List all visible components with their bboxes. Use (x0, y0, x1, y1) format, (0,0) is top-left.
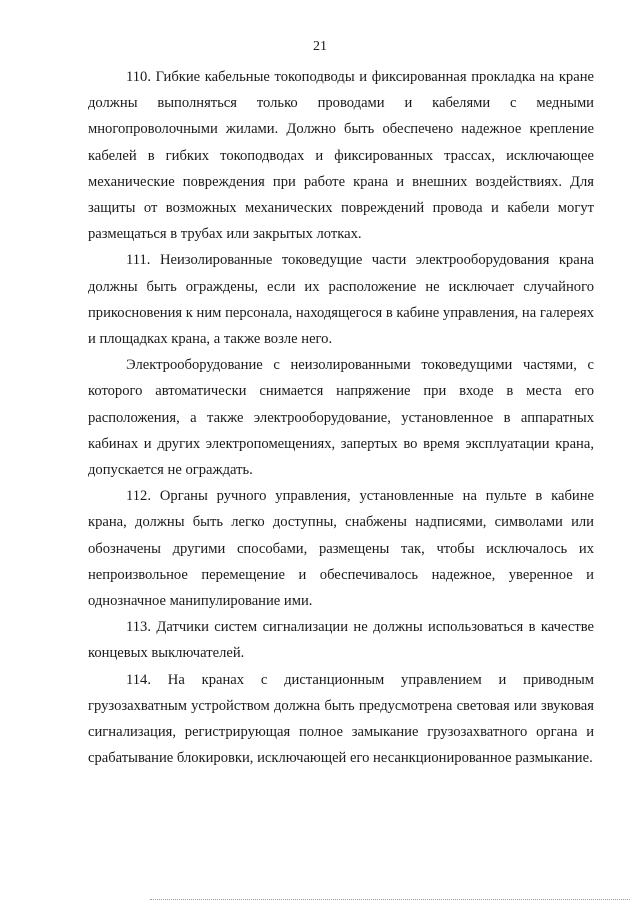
paragraph-110: 110. Гибкие кабельные токоподводы и фиксированная прокладка на кране должны выполняться только проводами и кабелями с медными многопроволочными жилами. Должно быть обеспечено надежное крепление кабелей в гибких токоподводах и фиксированных трассах, исключающее механические повреждения при работе крана и внешних воздействиях. Для защиты от возможных механических повреждений провода и кабели могут размещаться в трубах или закрытых лотках. (88, 69, 594, 243)
paragraph-111: 111. Неизолированные токоведущие части электрооборудования крана должны быть ограждены, если их расположение не исключает случайного прикосновения к ним персонала, находящегося в кабине управления, на галереях и площадках крана, а также возле него. (88, 252, 594, 348)
paragraph-114: 114. На кранах с дистанционным управлением и приводным грузозахватным устройством должна быть предусмотрена световая или звуковая сигнализация, регистрирующая полное замыкание грузозахватного органа и срабатывание блокировки, исключающей его несанкционированное размыкание. (88, 671, 594, 767)
document-body (88, 64, 594, 771)
paragraph-111-continued: Электрооборудование с неизолированными токоведущими частями, с которого автоматически снимается напряжение при входе в места его расположения, а также электрооборудование, установленное в аппаратных кабинах и других электропомещениях, запертых во время эксплуатации крана, допускается не ограждать. (88, 357, 594, 479)
scan-edge-line (150, 899, 630, 900)
page-number: 21 (313, 39, 327, 54)
paragraph-112: 112. Органы ручного управления, установленные на пульте в кабине крана, должны быть легко доступны, снабжены надписями, символами или обозначены другими способами, размещены так, чтобы исключалось их непроизвольное перемещение и обеспечивалось надежное, уверенное и однозначное манипулирование ими. (88, 488, 594, 610)
paragraph-113: 113. Датчики систем сигнализации не должны использоваться в качестве концевых выключателей. (88, 619, 594, 662)
